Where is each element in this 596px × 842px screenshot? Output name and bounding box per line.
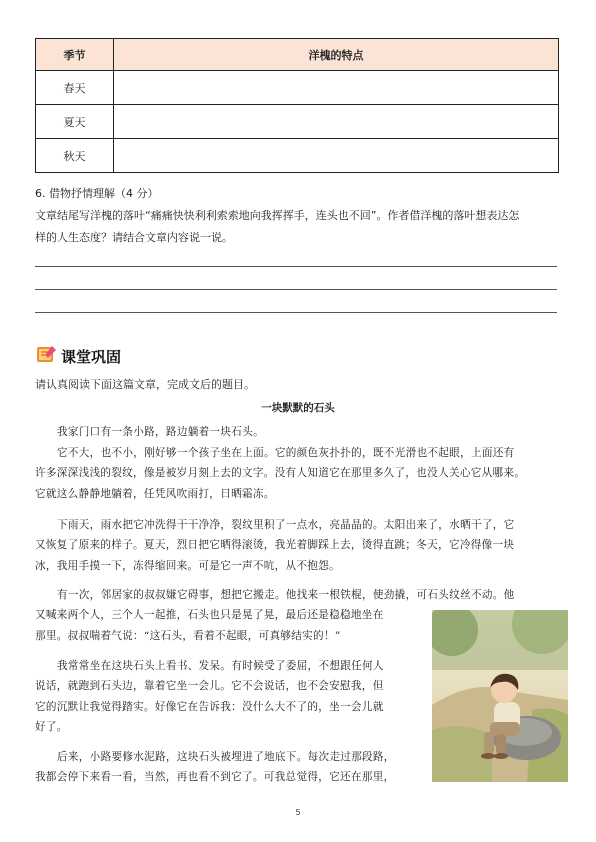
season-cell: 夏天 (36, 105, 114, 139)
season-cell: 春天 (36, 71, 114, 105)
article-paragraph-1 (35, 422, 559, 442)
season-cell: 秋天 (36, 139, 114, 173)
answer-cell[interactable] (114, 139, 559, 173)
answer-cell[interactable] (114, 71, 559, 105)
article-title: 一块默默的石头 (261, 402, 335, 414)
notebook-pencil-icon (35, 343, 59, 369)
question-6 (35, 183, 559, 249)
section-title: 课堂巩固 (61, 347, 122, 366)
paragraph-line: 后来，小路要修水泥路，这块石头被埋进了地底下。每次走过那段路， (57, 751, 395, 763)
question-6-text-line: 文章结尾写洋槐的落叶“痛痛快快利利索索地向我挥挥手，连头也不回”。作者借洋槐的落叶想表达怎 (35, 209, 520, 222)
table-row (36, 139, 559, 173)
paragraph-line: 它的沉默让我觉得踏实。好像它在告诉我：没什么大不了的，坐一会儿就 (35, 700, 384, 713)
paragraph-line: 我常常坐在这块石头上看书、发呆。有时候受了委屈，不想跟任何人 (57, 660, 384, 672)
paragraph-line: 冰，我用手摸一下，冻得缩回来。可是它一声不吭，从不抱怨。 (35, 559, 341, 572)
paragraph-line: 好了。 (35, 721, 68, 734)
article-paragraph-2 (35, 443, 559, 504)
question-6-text-line: 样的人生态度？请结合文章内容说一说。 (35, 231, 233, 244)
paragraph-line: 许多深深浅浅的裂纹，像是被岁月刻上去的文字。没有人知道它在那里多久了，也没人关心它从哪来。 (35, 467, 526, 480)
paragraph-line: 它不大，也不小，刚好够一个孩子坐在上面。它的颜色灰扑扑的，既不光滑也不起眼，上面还有 (57, 447, 515, 459)
header-season: 季节 (36, 39, 114, 71)
answer-cell[interactable] (114, 105, 559, 139)
boy-on-stone-illustration (432, 610, 568, 782)
paragraph-line: 下雨天，雨水把它冲洗得干干净净，裂纹里积了一点水，亮晶晶的。太阳出来了，水晒干了，它 (57, 519, 515, 531)
article-paragraph-6 (35, 747, 423, 788)
answer-line[interactable] (35, 289, 557, 290)
article-paragraph-5 (35, 656, 423, 738)
answer-line[interactable] (35, 266, 557, 267)
paragraph-line: 说话，就跑到石头边，靠着它坐一会儿。它不会说话，也不会安慰我，但 (35, 680, 384, 693)
paragraph-line: 那里。叔叔喘着气说：“这石头，看着不起眼，可真够结实的！” (35, 629, 341, 642)
page-number: 5 (295, 808, 301, 817)
instruction-text: 请认真阅读下面这篇文章，完成文后的题目。 (35, 378, 255, 391)
table-header-row (36, 39, 559, 71)
season-table (35, 38, 559, 173)
table-row (36, 71, 559, 105)
question-6-title: 6. 借物抒情理解（4 分） (35, 187, 159, 200)
paragraph-line: 又喊来两个人，三个人一起推，石头也只是晃了晃，最后还是稳稳地坐在 (35, 609, 384, 622)
answer-line[interactable] (35, 312, 557, 313)
article-paragraph-3 (35, 515, 559, 576)
table-row (36, 105, 559, 139)
paragraph-line: 我都会停下来看一看，当然，再也看不到它了。可我总觉得，它还在那里， (35, 771, 395, 784)
paragraph-line: 我家门口有一条小路，路边躺着一块石头。 (57, 426, 264, 438)
paragraph-line: 有一次，邻居家的叔叔嫌它碍事，想把它搬走。他找来一根铁棍，使劲撬，可石头纹丝不动。他 (57, 589, 515, 601)
section-heading (35, 343, 121, 369)
paragraph-line: 它就这么静静地躺着，任凭风吹雨打，日晒霜冻。 (35, 487, 275, 500)
paragraph-line: 又恢复了原来的样子。夏天，烈日把它晒得滚烫，我光着脚踩上去，烫得直跳；冬天，它冷得像一块 (35, 539, 515, 552)
header-feature: 洋槐的特点 (114, 39, 559, 71)
